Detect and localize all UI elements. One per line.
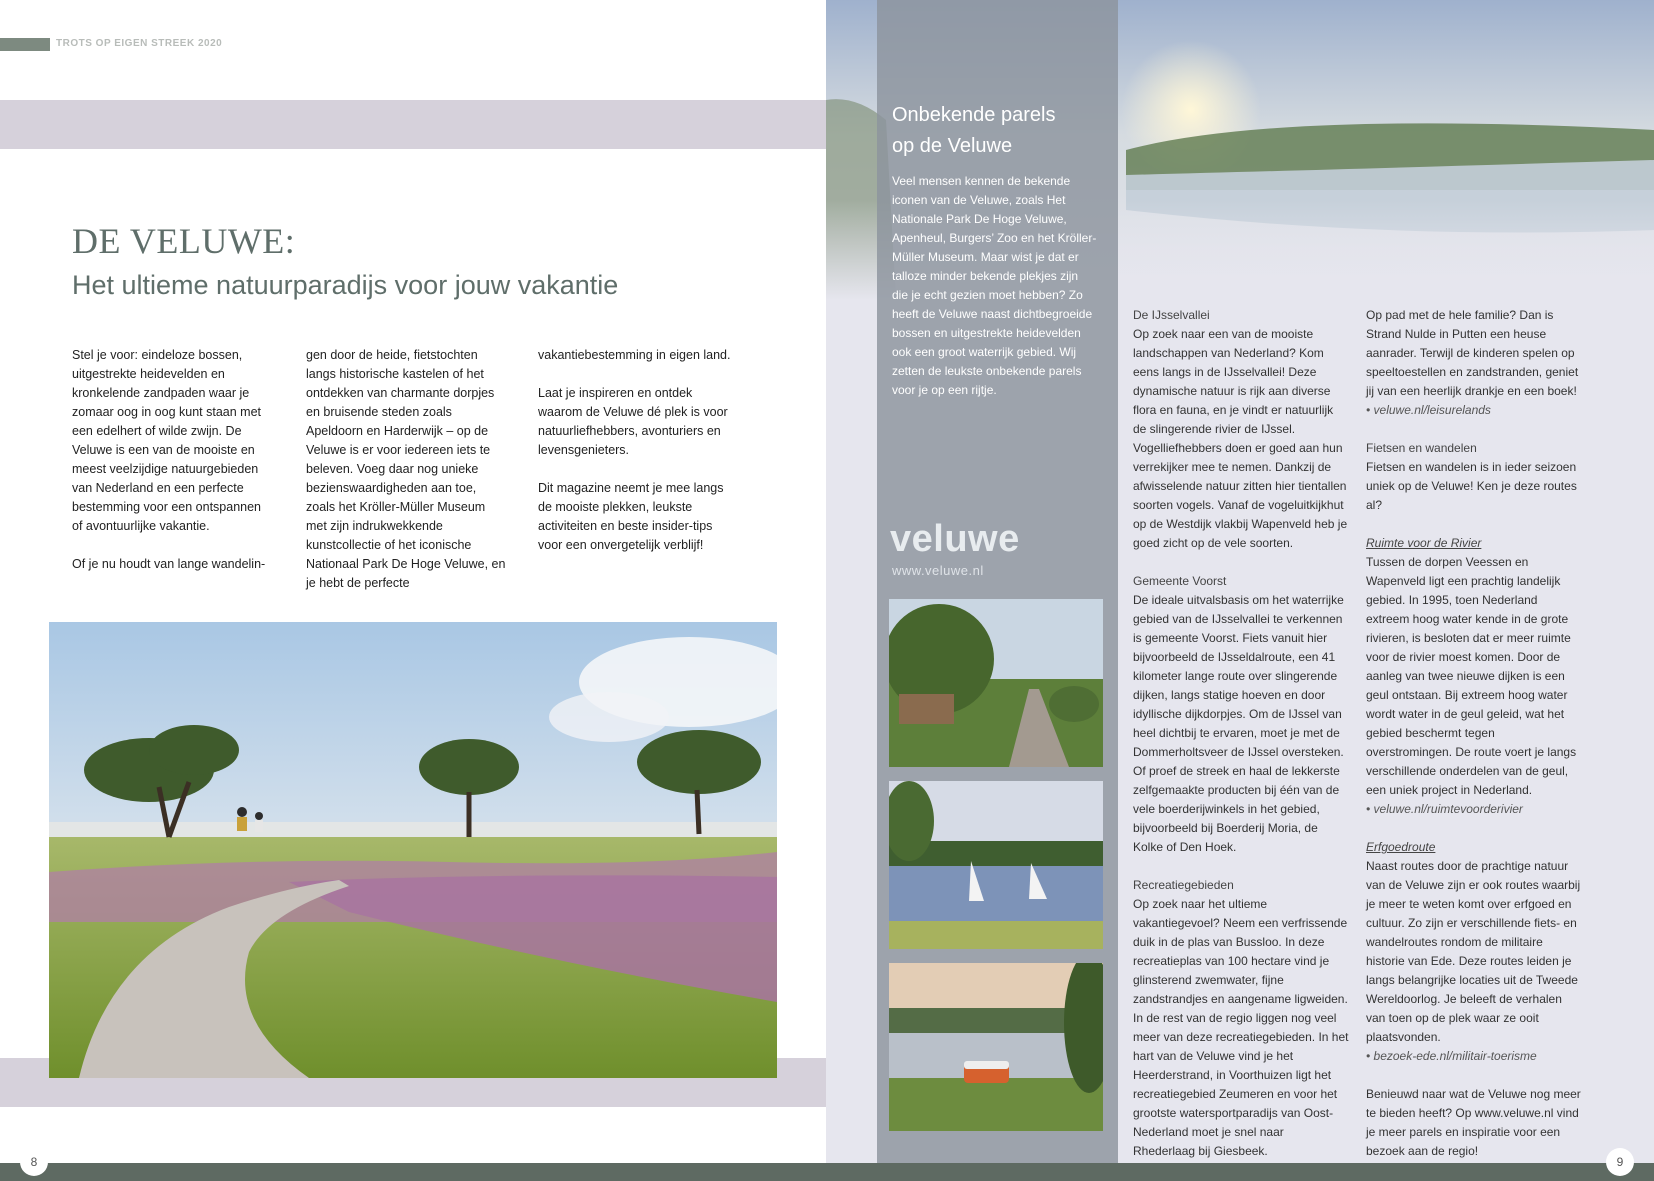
sidebar-intro: Veel mensen kennen de bekende iconen van de Veluwe, zoals Het Nationale Park De Hoge Veluwe, Apenheul, Burgers’ Zoo en het Kröller-Müller Museum. Maar wist je dat er talloze minder bekende plekjes zijn die je echt gezien moet hebben? Zo heeft de Veluwe naast dichtbegroeide bossen en uitgestrekte heidevelden ook een groot waterrijk gebied. Wij zetten de leukste onbekende parels voor je op een rijtje.	[892, 174, 1097, 397]
article-section	[1366, 439, 1582, 515]
paragraph: Dit magazine neemt je mee langs de mooiste plekken, leukste activiteiten en beste insider-tips voor een onvergetelijk verblijf!	[538, 481, 724, 552]
sailing-lake-photo	[889, 781, 1103, 949]
intro-column-2	[306, 346, 506, 612]
section-heading: De IJsselvallei	[1133, 308, 1210, 322]
section-text: Op zoek naar het ultieme vakantiegevoel? Neem een verfrissende duik in de plas van Bussloo. In deze recreatieplas van 100 hectare vind je glinsterend zwemwater, fijne zandstrandjes en aangename ligweiden. In de rest van de regio liggen nog veel meer van deze recreatiegebieden. In het hart van de Veluwe vind je het Heerderstrand, in Voorthuizen ligt het recreatiegebied Zeumeren en voor het grootste watersportparadijs van Oost-Nederland moet je snel naar Rhederlaag bij Giesbeek.	[1133, 897, 1349, 1158]
article-column-1	[1133, 306, 1349, 1180]
top-color-band	[0, 100, 826, 149]
header-tagline: TROTS OP EIGEN STREEK 2020	[56, 38, 223, 49]
route-heading: Ruimte voor de Rivier	[1366, 536, 1482, 550]
sidebar-title	[892, 100, 1055, 162]
page-number-left: 8	[20, 1148, 48, 1176]
leisurelands-link[interactable]: • veluwe.nl/leisurelands	[1366, 403, 1491, 417]
section-text: De ideale uitvalsbasis om het waterrijke gebied van de IJsselvallei te verkennen is gemeente Voorst. Fiets vanuit hier bijvoorbeeld de IJsseldalroute, een 41 kilometer lange route over slingerende dijken, langs statige hoeven en door idyllische dijkdorpjes. Om de IJssel van heel dichtbij te ervaren, moet je met de Dommerholtsveer de IJssel oversteken. Of proef de streek en haal de lekkerste zelfgemaakte producten bij één van de vele boerderijwinkels in het gebied, bijvoorbeeld bij Boerderij Moria, de Kolke of Den Hoek.	[1133, 593, 1344, 854]
section-text: Benieuwd naar wat de Veluwe nog meer te bieden heeft? Op www.veluwe.nl vind je meer parels en inspiratie voor een bezoek aan de regio!	[1366, 1087, 1581, 1158]
section-text: Op zoek naar een van de mooiste landschappen van Nederland? Kom eens langs in de IJsselvallei! Deze dynamische natuur is rijk aan diverse flora en fauna, en je vindt er natuurlijk de slingerende rivier de IJssel. Vogelliefhebbers doen er goed aan hun verrekijker mee te nemen. Dankzij de afwisselende natuur zitten hier tientallen soorten vogels. Vanaf de vogeluitkijkhut op de Westdijk vlakbij Wapenveld heb je goed zicht op de vele soorten.	[1133, 327, 1348, 550]
article-section	[1366, 838, 1582, 1066]
paragraph: Of je nu houdt van lange wandelin-	[72, 557, 266, 571]
section-heading: Fietsen en wandelen	[1366, 441, 1477, 455]
veluwe-url[interactable]: www.veluwe.nl	[892, 563, 984, 578]
article-section	[1366, 306, 1582, 420]
country-road-photo	[889, 599, 1103, 767]
header-color-tab	[0, 38, 50, 51]
section-text: Naast routes door de prachtige natuur van de Veluwe zijn er ook routes waarbij je meer te weten komt over erfgoed en cultuur. Zo zijn er verschillende fiets- en wandelroutes rondom de militaire historie van Ede. Deze routes leiden je langs belangrijke locaties uit de Tweede Wereldoorlog. Je beleeft de verhalen van toen op de plek waar ze ooit plaatsvonden.	[1366, 859, 1581, 1044]
section-heading: Gemeente Voorst	[1133, 574, 1227, 588]
campervan-lake-photo	[889, 963, 1103, 1131]
page-number-right: 9	[1606, 1148, 1634, 1176]
section-heading: Recreatiegebieden	[1133, 878, 1234, 892]
veluwe-logo: veluwe	[890, 518, 1020, 560]
erfgoed-link[interactable]: • bezoek-ede.nl/militair-toerisme	[1366, 1049, 1537, 1063]
section-text: Op pad met de hele familie? Dan is Strand Nulde in Putten een heuse aanrader. Terwijl de kinderen spelen op speeltoestellen en zandstranden, geniet jij van een heerlijk drankje en een boek!	[1366, 308, 1579, 398]
intro-column-3	[538, 346, 738, 574]
section-text: Fietsen en wandelen is in ieder seizoen uniek op de Veluwe! Ken je deze routes al?	[1366, 460, 1577, 512]
article-section	[1133, 876, 1349, 1161]
heathland-cycling-photo	[49, 622, 777, 1078]
article-section	[1133, 306, 1349, 553]
intro-column-1	[72, 346, 272, 593]
page-subtitle: Het ultieme natuurparadijs voor jouw vakantie	[72, 270, 619, 300]
rivier-link[interactable]: • veluwe.nl/ruimtevoorderivier	[1366, 802, 1523, 816]
paragraph: Laat je inspireren en ontdek waarom de Veluwe dé plek is voor natuurliefhebbers, avonturiers en levensgenieters.	[538, 386, 728, 457]
sidebar-title-line-1: Onbekende parels	[892, 104, 1056, 126]
paragraph: Stel je voor: eindeloze bossen, uitgestrekte heidevelden en kronkelende zandpaden waar je zomaar oog in oog kunt staan met een edelhert of wilde zwijn. De Veluwe is een van de mooiste en meest veelzijdige natuurgebieden van Nederland en een perfecte bestemming voor een ontspannen of avontuurlijke vakantie.	[72, 348, 262, 533]
article-section	[1366, 1085, 1582, 1161]
footer-bar	[0, 1163, 1654, 1181]
paragraph: gen door de heide, fietstochten langs historische kastelen of het ontdekken van charmante dorpjes en bruisende steden zoals Apeldoorn en Harderwijk – op de Veluwe is er voor iedereen iets te beleven. Voeg daar nog unieke bezienswaardigheden aan toe, zoals het Kröller-Müller Museum met zijn indrukwekkende kunstcollectie of het iconische Nationaal Park De Hoge Veluwe, en je hebt de perfecte	[306, 348, 506, 590]
paragraph: vakantiebestemming in eigen land.	[538, 348, 731, 362]
page-title: DE VELUWE:	[72, 221, 296, 261]
section-text: Tussen de dorpen Veessen en Wapenveld ligt een prachtig landelijk gebied. In 1995, toen Nederland extreem hoog water kende in de grote rivieren, is besloten dat er meer ruimte voor de rivier moest komen. Door de aanleg van twee nieuwe dijken is een geul ontstaan. Bij extreem hoog water wordt water in de geul geleid, wat het gebied beschermt tegen overstromingen. De route voert je langs verschillende onderdelen van de geul, een uniek project in Nederland.	[1366, 555, 1577, 797]
article-column-2	[1366, 306, 1582, 1180]
sidebar-title-line-2: op de Veluwe	[892, 135, 1013, 157]
article-section	[1133, 572, 1349, 857]
route-heading: Erfgoedroute	[1366, 840, 1436, 854]
article-section	[1366, 534, 1582, 819]
